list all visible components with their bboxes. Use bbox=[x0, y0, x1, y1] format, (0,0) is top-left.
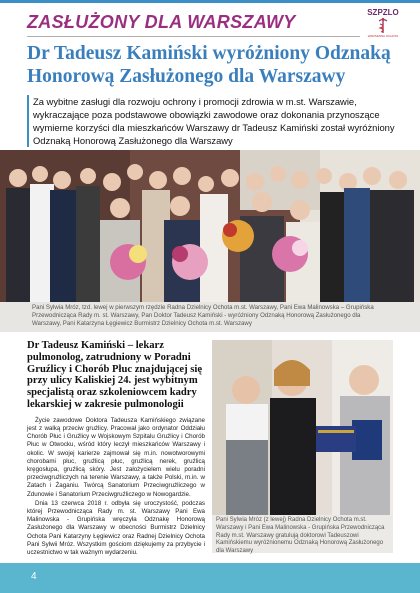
body-paragraph-1: Życie zawodowe Doktora Tadeusza Kamińskiego związane jest z walką przeciw gruźlicy. Pracował jako ordynator Oddziału Chorób Płuc i Gruźlicy w Wojskowym Szpitalu Gruźlicy i Chorób Płuc w Otwocku, wśród który leczył mieszkańców Warszawy i okolic. W swojej karierze zajmował się m.in. nowotworowymi chorobami płuc, gruźlicą płuc, gruźlicą nerek, gruźlicą kręgosłupa, gruźlicą skóry. Jest założycielem wielu poradni przeciwgruźliczych na terenie Warszawy, a także Polski, m.in. w Zatach i Żaganiu. Twórcą Sanatorium Przeciwgruźliczego w Zdunowie i Sanatorium Przeciwgruźliczego w Nowogardzie. bbox=[27, 416, 205, 498]
photo1-caption-box bbox=[0, 302, 420, 332]
photo1-caption: Pani Sylwia Mróz, tzd. lewej w pierwszym rzędzie Radna Dzielnicy Ochota m.st. Warszawy, Pani Ewa Malinowska – Grupińska Przewodnicząca Rady m. st. Warszawy, Pan Doktor Tadeusz Kamiński - wyróżniony Odznaką Honorową Zasłużonego dla Warszawy, Pani Katarzyna Łęgiewicz Burmistrz Dzielnicy Ochota m.st. Warszawy bbox=[32, 304, 374, 328]
top-rule bbox=[0, 0, 420, 3]
article-subheading: Dr Tadeusz Kamiński – lekarz pulmonolog, zatrudniony w Poradni Gruźlicy i Chorób Płuc znajdującej się przy ulicy Kaliskiej 24. jest wybitnym specjalistą oraz szkoleniowcem kadry lekarskiej w zakresie pulmonologii bbox=[27, 340, 203, 410]
photo2-caption: Pani Sylwia Mróz (z lewej) Radna Dzielnicy Ochota m.st. Warszawy i Pani Ewa Malinowska - Grupińska Przewodnicząca Rady m.st. Warszawy gratulują doktorowi Tadeuszowi Kamińskiemu wyróżnionemu Odznaką Honorową Zasłużonego dla Warszawy bbox=[216, 517, 385, 555]
award-photo bbox=[212, 340, 393, 515]
body-paragraph-2: Dnia 13 czerwca 2018 r. odbyła się uroczystość, podczas której Przewodnicząca Rady m. st. Warszawy Pani Ewa Malinowska - Grupińska wręczyła Odznakę Honorową Zasłużonego dla Warszawy w obecności Burmistrz Dzielnicy Ochota Pani Katarzyny Łęgiewicz oraz Radnej Dzielnicy Ochota Pani Sylwii Mróz. Wszystkim gościom dziękujemy za przybycie i uczestnictwo w tak ważnym wydarzeniu. bbox=[27, 499, 205, 557]
page-footer bbox=[0, 563, 420, 593]
logo-text: SZPZLO bbox=[367, 8, 399, 17]
group-photo-illustration bbox=[0, 150, 420, 302]
szpzlo-logo bbox=[363, 8, 403, 42]
headline: Dr Tadeusz Kamiński wyróżniony Odznaką Honorową Zasłużonego dla Warszawy bbox=[27, 43, 391, 87]
caduceus-icon bbox=[374, 17, 392, 34]
article-left-column bbox=[27, 340, 205, 557]
photo2-caption-box bbox=[212, 515, 393, 553]
lead-paragraph: Za wybitne zasługi dla rozwoju ochrony i promocji zdrowia w m.st. Warszawie, wykraczające poza podstawowe obowiązki zawodowe oraz dokonania przynoszące wymierne korzyści dla mieszkańców Warszawy dr Tadeusz Kamiński został wyróżniony Odznaką Honorową Zasłużonego dla Warszawy bbox=[27, 95, 405, 147]
award-photo-illustration bbox=[212, 340, 393, 515]
group-photo bbox=[0, 150, 420, 302]
page-number: 4 bbox=[31, 571, 37, 582]
title-divider bbox=[27, 36, 360, 37]
logo-subtitle: WARSZAWA OCHOTA bbox=[367, 34, 399, 38]
section-title: ZASŁUŻONY DLA WARSZAWY bbox=[27, 12, 296, 32]
